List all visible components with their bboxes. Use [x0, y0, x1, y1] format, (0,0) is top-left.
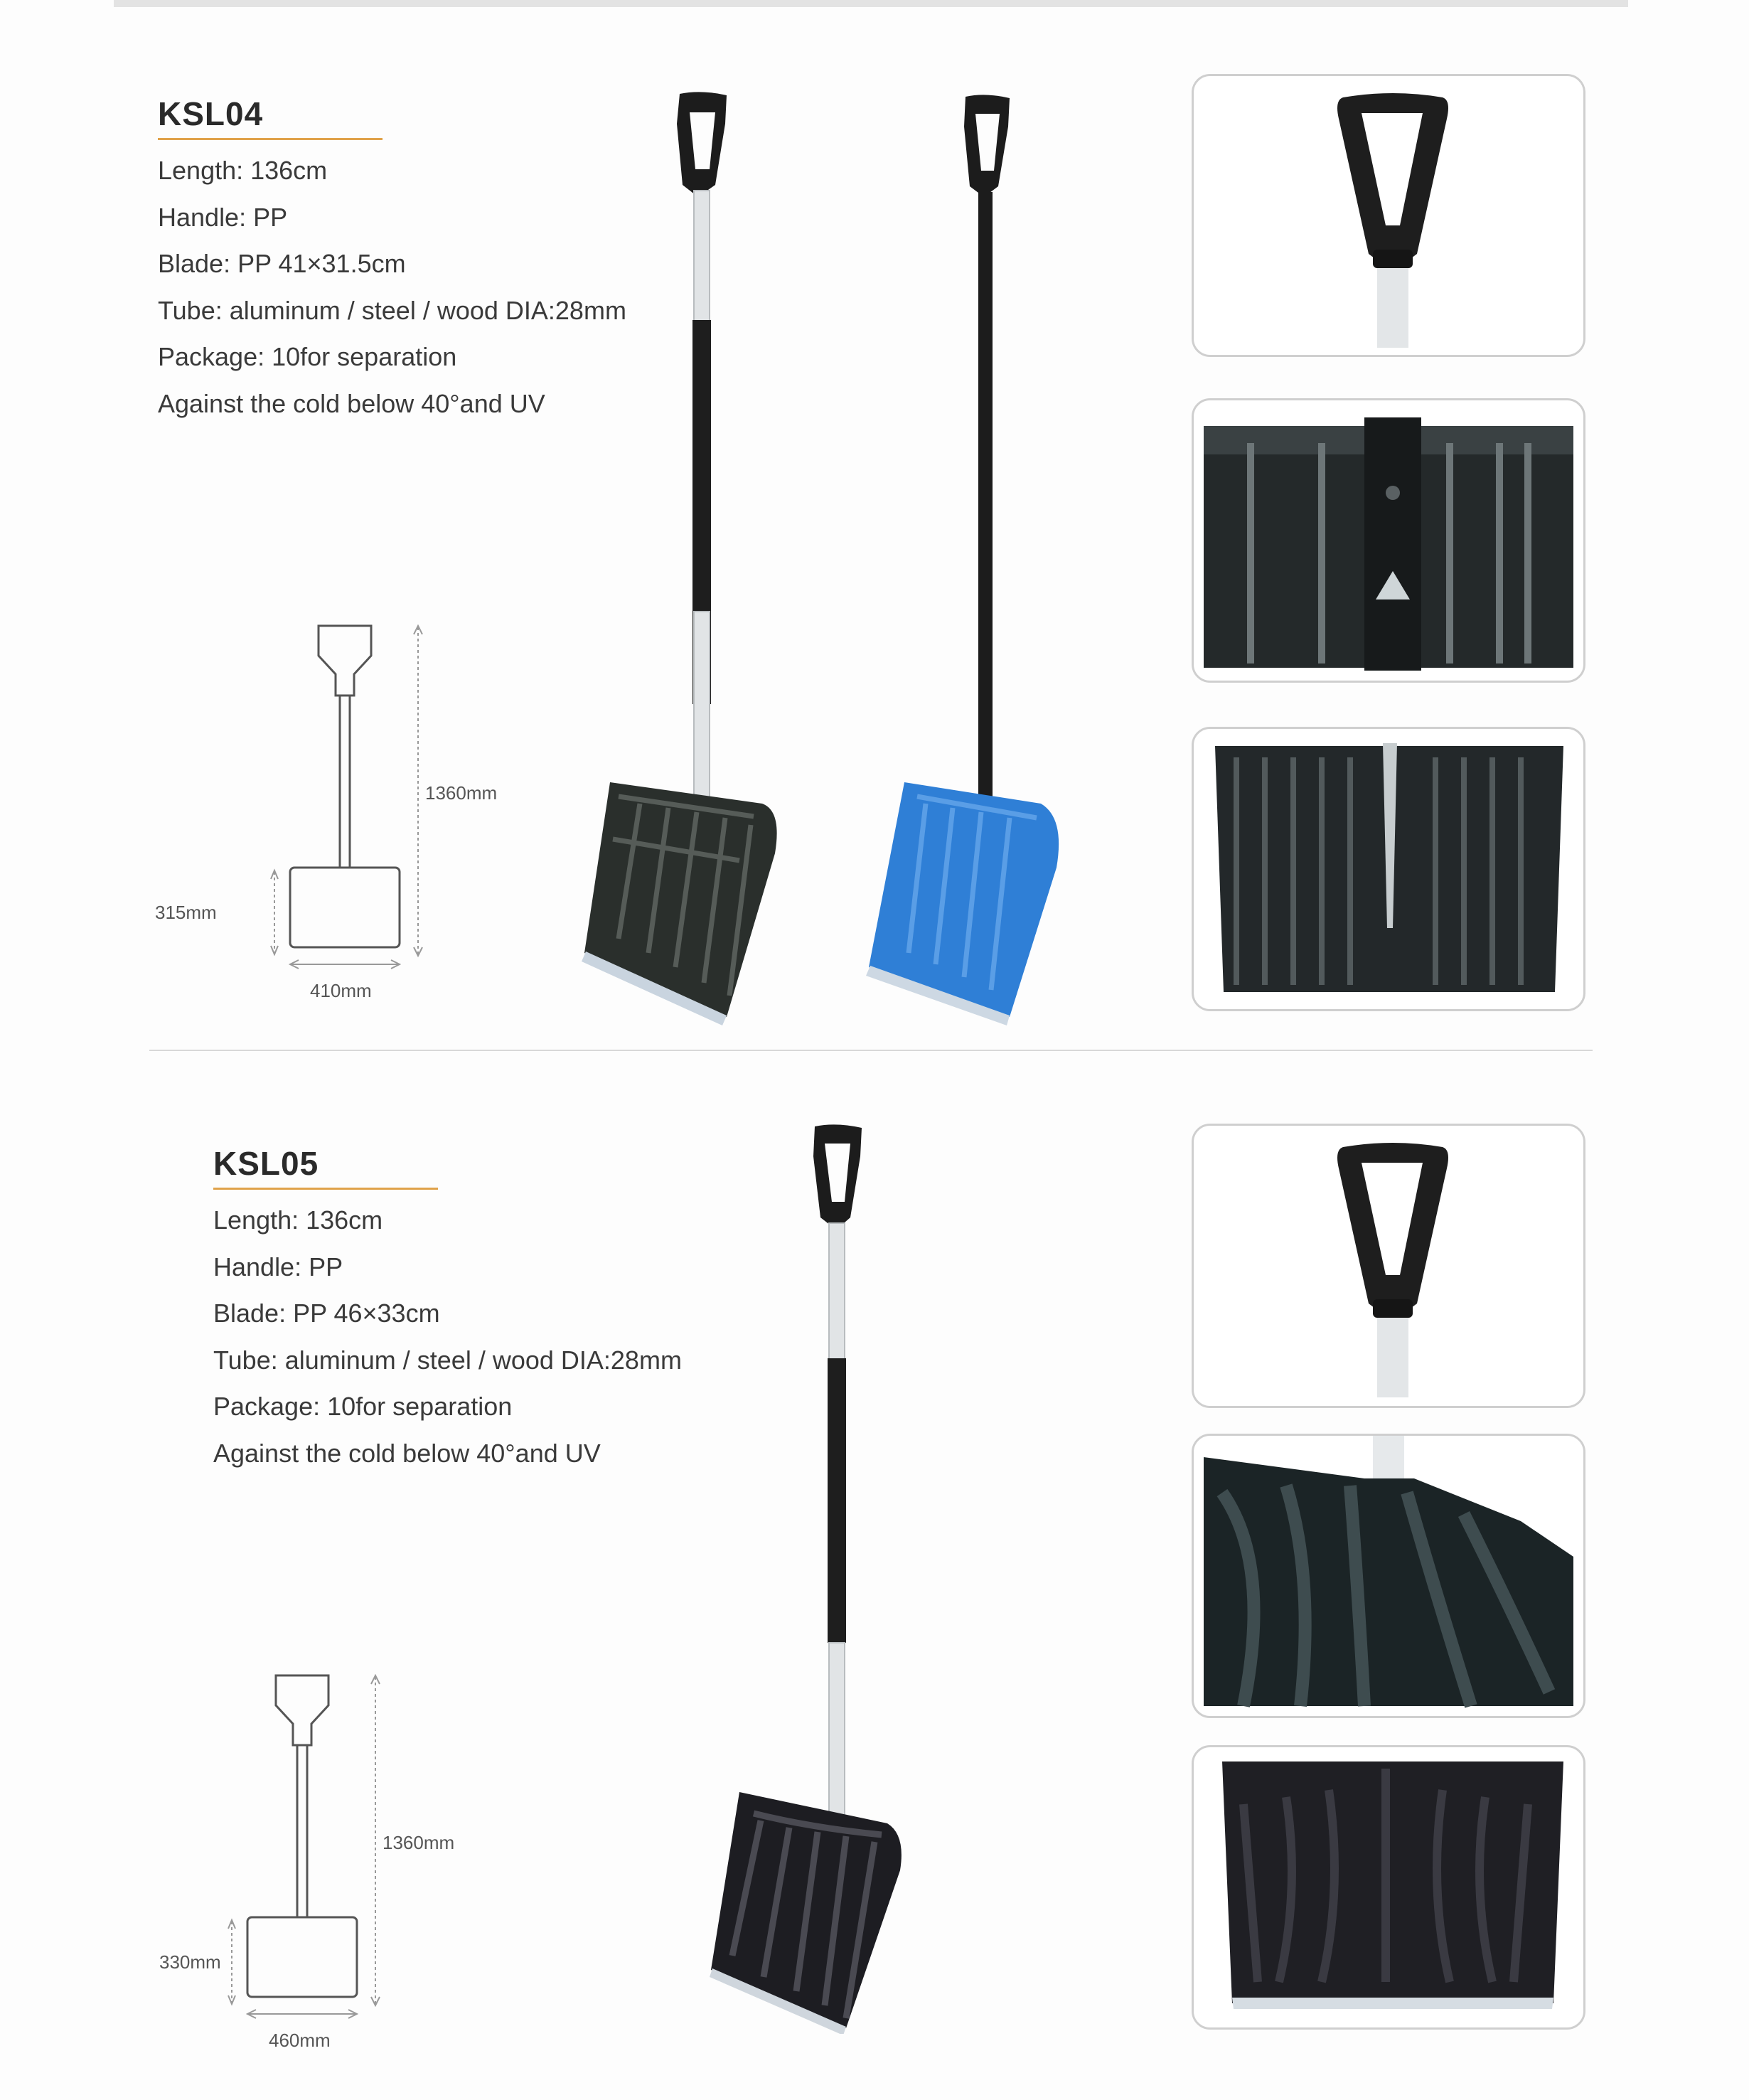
height-label: 1360mm	[425, 782, 498, 804]
spec-length: Length: 136cm	[213, 1205, 383, 1235]
spec-tube: Tube: aluminum / steel / wood DIA:28mm	[158, 295, 626, 325]
dimension-diagram-ksl05	[228, 1668, 398, 2045]
spec-cold-resistance: Against the cold below 40°and UV	[158, 388, 545, 418]
blade-width-label: 460mm	[269, 2030, 331, 2051]
top-border-bar	[114, 0, 1628, 7]
title-underline	[213, 1188, 438, 1190]
blue-shovel-image	[866, 95, 1059, 1025]
height-label: 1360mm	[383, 1832, 455, 1853]
blade-height-label: 330mm	[159, 1951, 221, 1973]
spec-tube: Tube: aluminum / steel / wood DIA:28mm	[213, 1345, 682, 1375]
model-title: KSL05	[213, 1145, 319, 1182]
black-shovel-image-ksl05	[704, 1116, 917, 2034]
detail-panel-handle	[1192, 74, 1585, 357]
spec-cold-resistance: Against the cold below 40°and UV	[213, 1438, 601, 1468]
spec-handle: Handle: PP	[213, 1252, 343, 1281]
spec-blade: Blade: PP 46×33cm	[213, 1299, 440, 1328]
blade-width-label: 410mm	[310, 980, 372, 1001]
detail-panel-blade-ribs	[1192, 1434, 1585, 1718]
product-spec-ksl04	[158, 92, 626, 427]
blade-height-label: 315mm	[155, 902, 217, 923]
spec-handle: Handle: PP	[158, 202, 288, 232]
detail-panel-blade-front	[1192, 1745, 1585, 2030]
black-shovel-image	[582, 92, 777, 1025]
detail-panel-blade-joint	[1192, 398, 1585, 683]
section-divider	[149, 1050, 1593, 1051]
spec-package: Package: 10for separation	[213, 1392, 513, 1421]
detail-panel-handle	[1192, 1124, 1585, 1408]
shovel-photos-ksl04	[576, 85, 1074, 1031]
product-spec-ksl05	[213, 1142, 682, 1476]
detail-panel-blade-front	[1192, 727, 1585, 1011]
spec-length: Length: 136cm	[158, 156, 328, 185]
spec-blade: Blade: PP 41×31.5cm	[158, 249, 406, 278]
dimension-diagram-ksl04	[270, 619, 441, 996]
title-underline	[158, 138, 383, 140]
model-title: KSL04	[158, 95, 264, 132]
spec-package: Package: 10for separation	[158, 342, 457, 371]
